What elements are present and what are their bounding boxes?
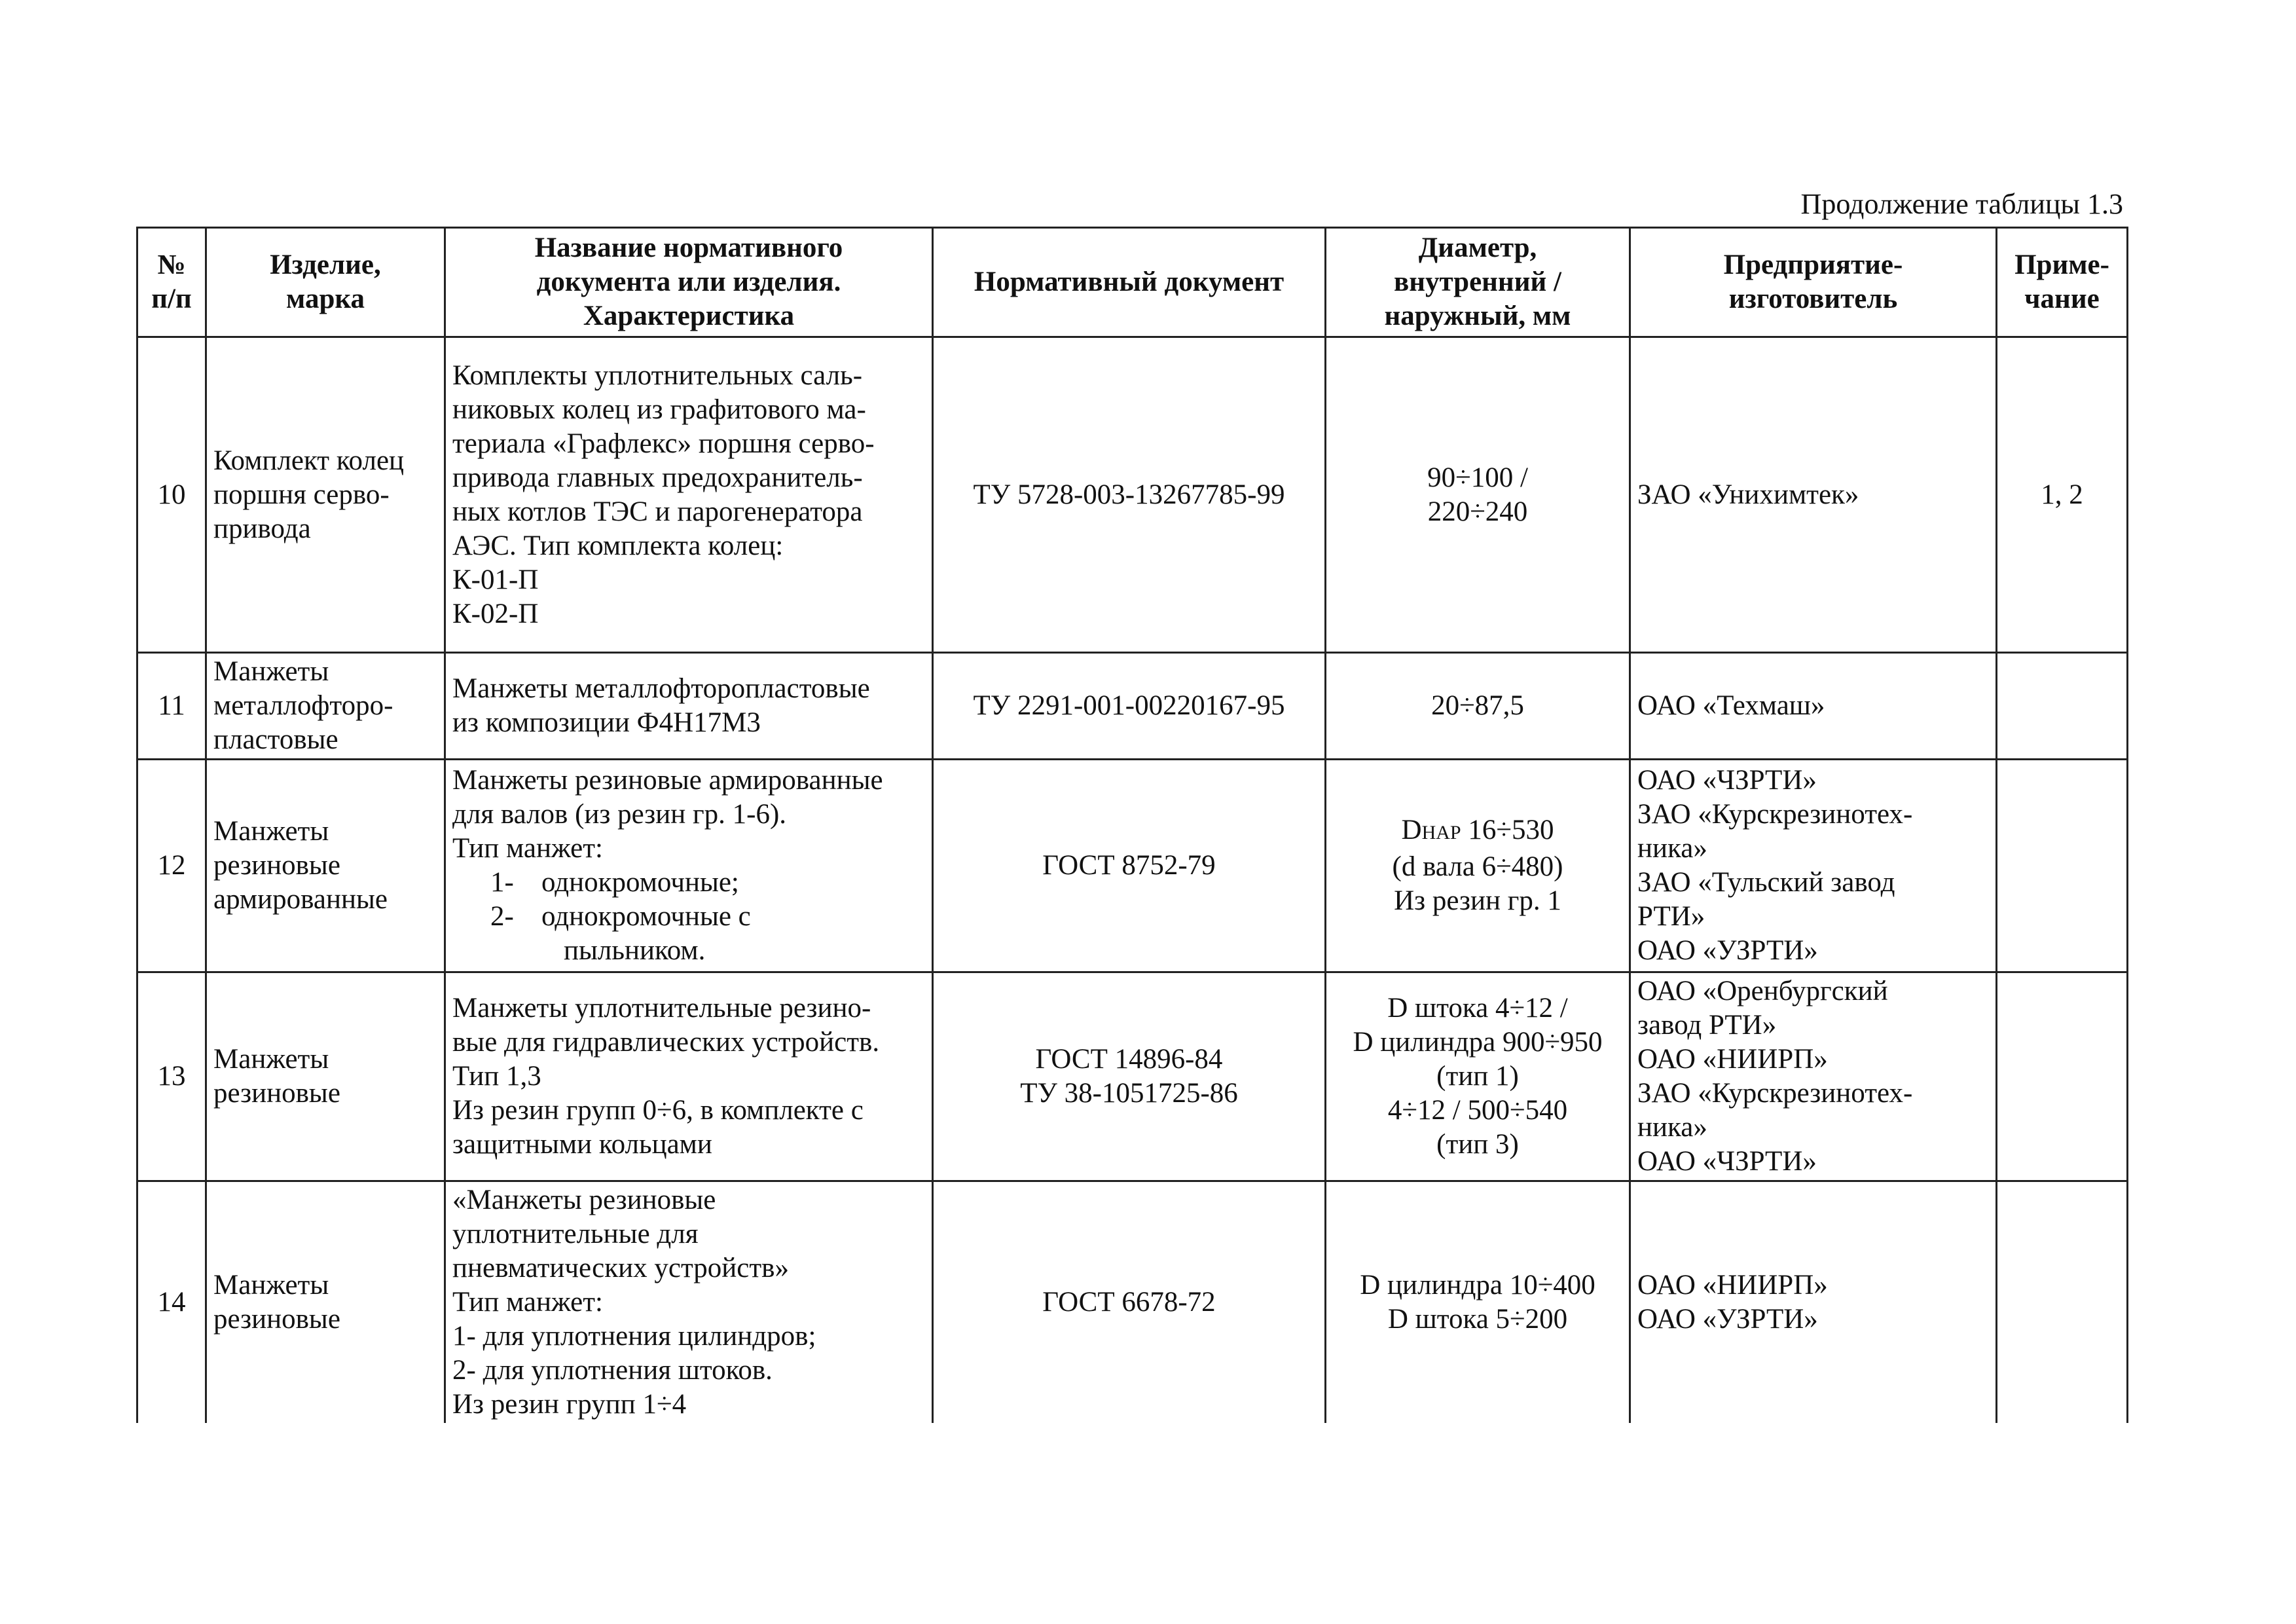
product-cell: Манжеты металлофторо- пластовые bbox=[206, 653, 445, 760]
header-description: Название нормативного документа или изделия. Характеристика bbox=[445, 228, 933, 337]
manufacturer-cell: ОАО «Техмаш» bbox=[1630, 653, 1997, 760]
header-note: Приме- чание bbox=[1997, 228, 2128, 337]
standard-cell: ГОСТ 8752-79 bbox=[933, 760, 1326, 972]
description-cell: Комплекты уплотнительных саль- никовых колец из графитового ма- териала «Графлекс» поршня серво- привода главных предохранитель- ных котлов ТЭС и парогенератора АЭС. Тип комплекта колец: К-01-П К-02-П bbox=[445, 337, 933, 653]
header-standard: Нормативный документ bbox=[933, 228, 1326, 337]
description-cell: Манжеты уплотнительные резино- вые для гидравлических устройств. Тип 1,3 Из резин групп 0÷6, в комплекте с защитными кольцами bbox=[445, 972, 933, 1181]
manufacturer-cell: ОАО «НИИРП» ОАО «УЗРТИ» bbox=[1630, 1181, 1997, 1424]
diameter-cell: 90÷100 / 220÷240 bbox=[1326, 337, 1630, 653]
note-cell bbox=[1997, 760, 2128, 972]
manufacturer-cell: ОАО «ЧЗРТИ» ЗАО «Курскрезинотех- ника» ЗАО «Тульский завод РТИ» ОАО «УЗРТИ» bbox=[1630, 760, 1997, 972]
product-cell: Манжеты резиновые bbox=[206, 972, 445, 1181]
product-cell: Манжеты резиновые bbox=[206, 1181, 445, 1424]
diameter-cell: 20÷87,5 bbox=[1326, 653, 1630, 760]
row-number: 12 bbox=[137, 760, 206, 972]
description-cell: «Манжеты резиновые уплотнительные для пневматических устройств» Тип манжет: 1- для уплотнения цилиндров; 2- для уплотнения штоков. Из резин групп 1÷4 bbox=[445, 1181, 933, 1424]
note-cell: 1, 2 bbox=[1997, 337, 2128, 653]
list-item: 1- однокромочные; bbox=[490, 867, 739, 898]
diameter-cell: D штока 4÷12 / D цилиндра 900÷950 (тип 1) 4÷12 / 500÷540 (тип 3) bbox=[1326, 972, 1630, 1181]
table-row bbox=[137, 972, 2128, 1181]
standard-cell: ГОСТ 14896-84 ТУ 38-1051725-86 bbox=[933, 972, 1326, 1181]
row-number: 10 bbox=[137, 337, 206, 653]
standard-cell: ТУ 5728-003-13267785-99 bbox=[933, 337, 1326, 653]
row-number: 11 bbox=[137, 653, 206, 760]
description-cell: Манжеты металлофторопластовые из композиции Ф4Н17М3 bbox=[445, 653, 933, 760]
list-item: 2- однокромочные с bbox=[490, 901, 751, 932]
table-row bbox=[137, 337, 2128, 653]
note-cell bbox=[1997, 1181, 2128, 1424]
row-number: 14 bbox=[137, 1181, 206, 1424]
standard-cell: ТУ 2291-001-00220167-95 bbox=[933, 653, 1326, 760]
table-row bbox=[137, 760, 2128, 972]
manufacturer-cell: ЗАО «Унихимтек» bbox=[1630, 337, 1997, 653]
description-cell: Манжеты резиновые армированные для валов (из резин гр. 1-6). Тип манжет: 1- однокромочные; 2- однокромочные с пыльником. bbox=[445, 760, 933, 972]
header-diameter: Диаметр, внутренний / наружный, мм bbox=[1326, 228, 1630, 337]
header-row bbox=[137, 228, 2128, 337]
table-row bbox=[137, 1181, 2128, 1424]
products-table bbox=[136, 227, 2128, 1423]
header-manufacturer: Предприятие- изготовитель bbox=[1630, 228, 1997, 337]
row-number: 13 bbox=[137, 972, 206, 1181]
header-product: Изделие, марка bbox=[206, 228, 445, 337]
diameter-cell: DНАР 16÷530 (d вала 6÷480) Из резин гр. 1 bbox=[1326, 760, 1630, 972]
table-row bbox=[137, 653, 2128, 760]
manufacturer-cell: ОАО «Оренбургский завод РТИ» ОАО «НИИРП» ЗАО «Курскрезинотех- ника» ОАО «ЧЗРТИ» bbox=[1630, 972, 1997, 1181]
header-num: № п/п bbox=[137, 228, 206, 337]
product-cell: Комплект колец поршня серво- привода bbox=[206, 337, 445, 653]
note-cell bbox=[1997, 653, 2128, 760]
table-caption: Продолжение таблицы 1.3 bbox=[1800, 188, 2123, 220]
note-cell bbox=[1997, 972, 2128, 1181]
diameter-cell: D цилиндра 10÷400 D штока 5÷200 bbox=[1326, 1181, 1630, 1424]
product-cell: Манжеты резиновые армированные bbox=[206, 760, 445, 972]
standard-cell: ГОСТ 6678-72 bbox=[933, 1181, 1326, 1424]
